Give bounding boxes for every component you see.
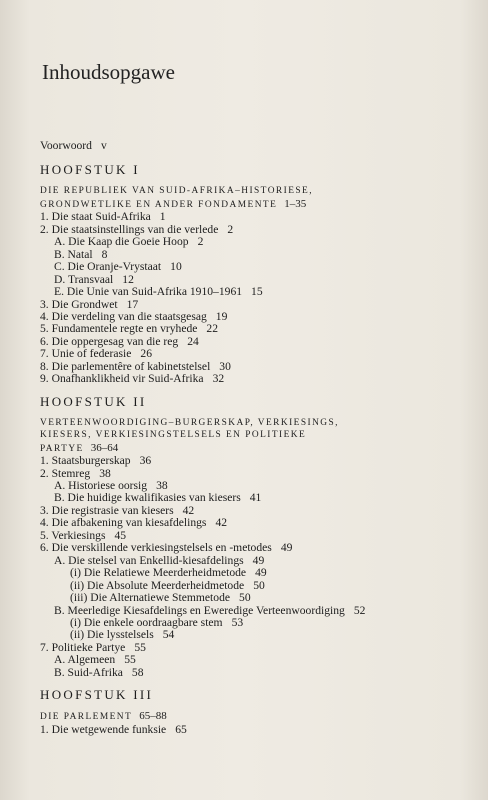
subtitle-text: PARTYE [40, 443, 84, 454]
entry-label: 1. Die wetgewende funksie [40, 722, 167, 736]
chapter-subtitle-2-end [40, 442, 470, 455]
entry-page: 15 [251, 285, 263, 299]
entry-label: B. Suid-Afrika [54, 665, 123, 679]
entry-label: 7. Unie of federasie [40, 347, 132, 361]
entry-page: 12 [122, 272, 134, 286]
entry-page: 41 [249, 491, 262, 505]
spacer [40, 386, 470, 392]
entry-page: 50 [253, 578, 265, 592]
entry-label: A. Die Kaap die Goeie Hoop [54, 235, 189, 249]
entry-label: (iii) Die Alternatiewe Stemmetode [70, 591, 231, 605]
spacer [40, 679, 470, 685]
entry-label: 5. Verkiesings [40, 528, 106, 542]
entry-page: 58 [131, 665, 144, 679]
entry-label: (i) Die Relatiewe Meerderheidmetode [70, 566, 247, 580]
entry-label: 1. Die staat Suid-Afrika [40, 210, 151, 224]
entry-page: 38 [156, 478, 168, 492]
entry-page: 2 [227, 222, 234, 236]
entry-label: (ii) Die lysstelsels [70, 628, 154, 642]
entry-page: 65 [175, 722, 187, 736]
entry-label: 7. Politieke Partye [40, 640, 126, 654]
chapter-subtitle-1-cont [40, 198, 470, 211]
entry-page: 2 [197, 235, 204, 249]
entry-label: A. Historiese oorsig [54, 478, 148, 492]
toc-entry [40, 455, 470, 467]
entry-label: E. Die Unie van Suid-Afrika 1910–1961 [54, 285, 243, 299]
entry-page: 19 [215, 309, 228, 323]
entry-page: 49 [280, 541, 293, 555]
entry-label: 2. Die staatsinstellings van die verlede [40, 222, 219, 236]
entry-page: 8 [101, 247, 108, 261]
entry-page: 22 [206, 322, 219, 336]
entry-label: 5. Fundamentele regte en vryhede [40, 322, 198, 336]
entry-page: 45 [114, 528, 127, 542]
chapter-subtitle-1: DIE REPUBLIEK VAN SUID-AFRIKA–HISTORIESE, [40, 186, 313, 197]
entry-label: 4. Die afbakening van kiesafdelings [40, 516, 207, 530]
entry-page: 53 [231, 615, 244, 629]
entry-page: v [100, 139, 107, 152]
subtitle-text: DIE PARLEMENT [40, 712, 133, 723]
toc-entry [40, 373, 470, 385]
subtitle-page: 65–88 [139, 710, 167, 723]
entry-page: 54 [162, 628, 175, 642]
entry-label: B. Meerledige Kiesafdelings en Eweredige Verteenwoordiging [54, 603, 345, 617]
entry-label: B. Die huidige kwalifikasies van kiesers [54, 491, 241, 505]
entry-page: 26 [140, 347, 153, 361]
entry-label: Voorwoord [40, 139, 92, 152]
entry-label: 2. Stemreg [40, 466, 91, 480]
entry-label: A. Algemeen [54, 653, 116, 667]
toc-entry-voorwoord [40, 140, 470, 152]
toc-entry [40, 236, 470, 248]
entry-page: 52 [353, 603, 366, 617]
entry-label: 3. Die registrasie van kiesers [40, 503, 174, 517]
chapter-heading-2: HOOFSTUK II [40, 393, 147, 409]
entry-label: 3. Die Grondwet [40, 297, 118, 311]
entry-page: 49 [252, 553, 265, 567]
toc-entry [40, 667, 470, 679]
entry-page: 10 [170, 260, 182, 274]
entry-page: 50 [239, 591, 251, 605]
entry-page: 42 [182, 503, 195, 517]
entry-label: B. Natal [54, 247, 93, 261]
entry-label: 8. Die parlementêre of kabinetstelsel [40, 359, 211, 373]
chapter-subtitle-2: VERTEENWOORDIGING–BURGERSKAP, VERKIESINGS, [40, 417, 339, 428]
page-title: Inhoudsopgawe [42, 60, 175, 84]
subtitle-text: GRONDWETLIKE EN ANDER FONDAMENTE [40, 199, 278, 210]
table-of-contents [40, 140, 470, 736]
chapter-heading-3: HOOFSTUK III [40, 687, 154, 703]
chapter-subtitle-3 [40, 710, 470, 723]
entry-page: 17 [126, 297, 139, 311]
entry-label: 6. Die verskillende verkiesingstelsels en -metodes [40, 541, 272, 555]
entry-page: 38 [99, 466, 111, 480]
entry-page: 49 [255, 566, 267, 580]
entry-page: 1 [159, 210, 166, 224]
entry-label: 1. Staatsburgerskap [40, 454, 131, 468]
subtitle-page: 1–35 [284, 197, 307, 210]
entry-label: A. Die stelsel van Enkellid-kiesafdelings [54, 553, 244, 567]
entry-page: 36 [139, 454, 152, 468]
chapter-subtitle-2-cont: KIESERS, VERKIESINGSTELSELS EN POLITIEKE [40, 430, 307, 441]
entry-label: 9. Onafhanklikheid vir Suid-Afrika [40, 372, 204, 386]
entry-label: D. Transvaal [54, 272, 114, 286]
toc-entry [40, 724, 470, 736]
entry-label: (i) Die enkele oordraagbare stem [70, 615, 223, 629]
entry-page: 55 [134, 640, 146, 654]
entry-label: 4. Die verdeling van die staatsgesag [40, 309, 207, 323]
subtitle-page: 36–64 [90, 441, 119, 454]
entry-page: 32 [212, 372, 225, 386]
entry-page: 24 [187, 334, 199, 348]
chapter-heading-1: HOOFSTUK I [40, 162, 140, 178]
entry-label: (ii) Die Absolute Meerderheidmetode [70, 578, 245, 592]
entry-page: 55 [124, 653, 136, 667]
entry-label: C. Die Oranje-Vrystaat [54, 260, 162, 274]
entry-page: 42 [215, 516, 228, 530]
entry-label: 6. Die oppergesag van die reg [40, 334, 179, 348]
entry-page: 30 [219, 359, 231, 373]
spacer [40, 152, 470, 158]
